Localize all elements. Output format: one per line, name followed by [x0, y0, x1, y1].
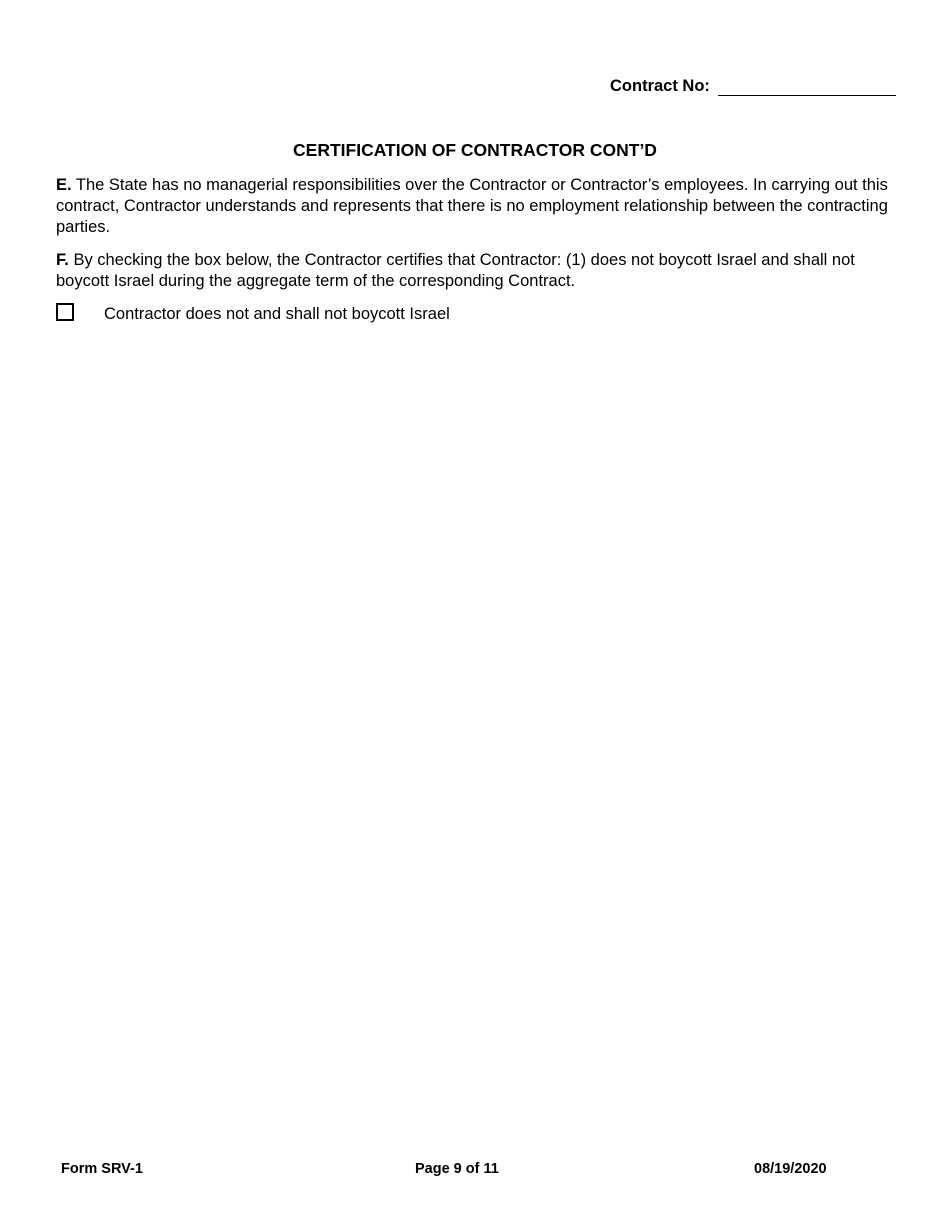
- page-title: CERTIFICATION OF CONTRACTOR CONT’D: [293, 140, 657, 160]
- section-e-label: E.: [56, 176, 72, 194]
- contract-number-field: [610, 77, 896, 96]
- footer-form-id: Form SRV-1: [61, 1161, 143, 1177]
- contract-number-input-line[interactable]: [718, 77, 896, 96]
- section-f-label: F.: [56, 251, 69, 269]
- section-f: [56, 250, 896, 292]
- boycott-certification-row: [56, 303, 450, 324]
- section-e: [56, 175, 896, 238]
- footer-page-number: Page 9 of 11: [415, 1161, 499, 1177]
- contract-number-label: Contract No:: [610, 77, 710, 95]
- section-e-text: The State has no managerial responsibilities over the Contractor or Contractor’s employees. In carrying out this contract, Contractor understands and represents that there is no employment relationship between the contracting parties.: [56, 176, 888, 236]
- boycott-certification-checkbox[interactable]: [56, 303, 74, 321]
- boycott-certification-label: Contractor does not and shall not boycott Israel: [104, 305, 450, 323]
- footer-date: 08/19/2020: [754, 1161, 827, 1177]
- section-f-text: By checking the box below, the Contractor certifies that Contractor: (1) does not boycott Israel and shall not boycott Israel during the aggregate term of the corresponding Contract.: [56, 251, 855, 290]
